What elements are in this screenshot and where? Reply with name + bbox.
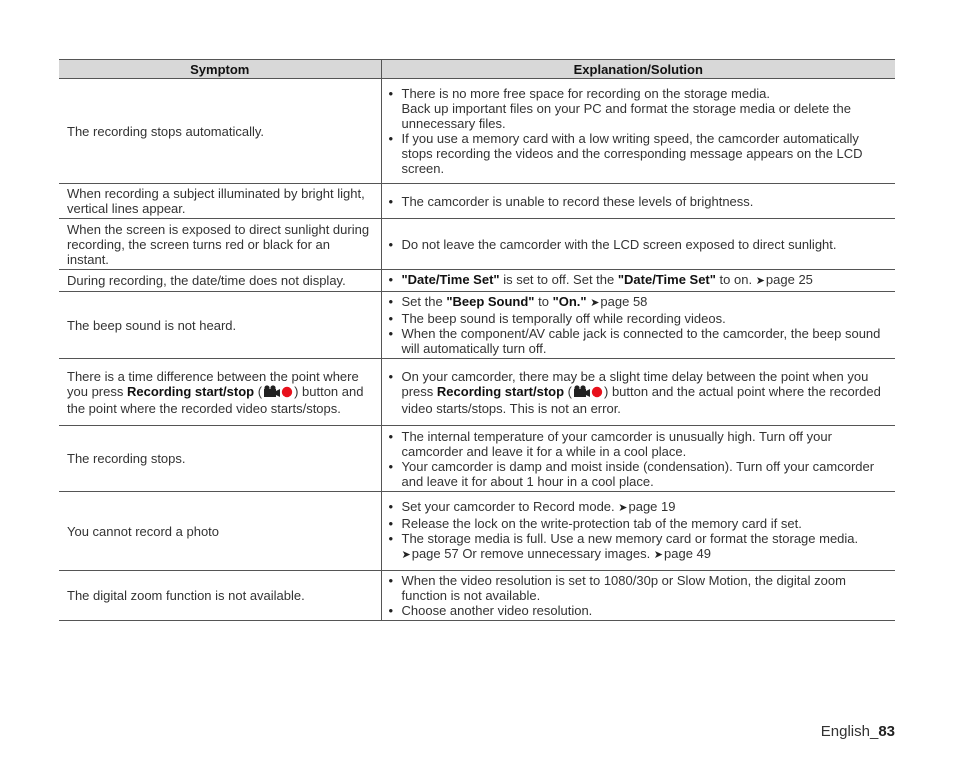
solution-bullet: • The internal temperature of your camcorder is unusually high. Turn off your camcorder and leave it for a while in a cool place. (388, 429, 893, 459)
table-row (59, 79, 895, 184)
page-number: 83 (878, 723, 895, 740)
solution-bullet: • Set the "Beep Sound" to "On." ➤page 58 (388, 294, 893, 311)
solution-cell (381, 184, 895, 219)
symptom-cell: The digital zoom function is not available. (59, 571, 381, 621)
solution-bullet: • The camcorder is unable to record these levels of brightness. (388, 194, 893, 209)
page-reference: page 19 (628, 499, 676, 514)
table-row (59, 219, 895, 270)
solution-cell (381, 571, 895, 621)
page-reference: page 57 Or remove unnecessary images. (411, 546, 654, 561)
symptom-cell: The recording stops. (59, 426, 381, 492)
solution-bullet: • On your camcorder, there may be a slight time delay between the point when you press Recording start/stop ( ) button and the actual point where the recorded video starts/stops. This is not an error. (388, 369, 893, 416)
arrow-right-icon: ➤ (401, 549, 411, 561)
solution-bullet: • When the video resolution is set to 1080/30p or Slow Motion, the digital zoom function is not available. (388, 573, 893, 603)
page-reference: page 49 (664, 546, 712, 561)
solution-cell (381, 292, 895, 359)
symptom-cell: The beep sound is not heard. (59, 292, 381, 359)
troubleshooting-table (59, 59, 895, 621)
solution-cell (381, 359, 895, 426)
footer-language: English_ (820, 723, 879, 740)
arrow-right-icon: ➤ (618, 502, 628, 514)
arrow-right-icon: ➤ (653, 549, 664, 561)
symptom-cell: The recording stops automatically. (59, 79, 381, 184)
solution-bullet: • Your camcorder is damp and moist inside (condensation). Turn off your camcorder and leave it for about 1 hour in a cool place. (388, 459, 893, 489)
symptom-cell: When the screen is exposed to direct sunlight during recording, the screen turns red or black for an instant. (59, 219, 381, 270)
symptom-cell: During recording, the date/time does not display. (59, 270, 381, 292)
solution-bullet: • There is no more free space for recording on the storage media. Back up important files on your PC and format the storage media or delete the unnecessary files. (388, 86, 893, 131)
table-row (59, 184, 895, 219)
solution-bullet: • When the component/AV cable jack is connected to the camcorder, the beep sound will automatically turn off. (388, 326, 893, 356)
solution-bullet: • "Date/Time Set" is set to off. Set the "Date/Time Set" to on. ➤page 25 (388, 272, 893, 289)
record-start-stop-icon (263, 385, 293, 401)
page-reference: page 25 (765, 272, 813, 287)
table-row (59, 571, 895, 621)
solution-bullet: • The beep sound is temporally off while recording videos. (388, 311, 893, 326)
arrow-right-icon: ➤ (590, 297, 600, 309)
solution-bullet: • If you use a memory card with a low writing speed, the camcorder automatically stops recording the videos and the corresponding message appears on the LCD screen. (388, 131, 893, 176)
solution-cell (381, 270, 895, 292)
solution-bullet: • Release the lock on the write-protection tab of the memory card if set. (388, 516, 893, 531)
symptom-cell: When recording a subject illuminated by bright light, vertical lines appear. (59, 184, 381, 219)
solution-cell (381, 219, 895, 270)
solution-cell (381, 426, 895, 492)
symptom-cell: You cannot record a photo (59, 492, 381, 571)
solution-bullet: • Do not leave the camcorder with the LCD screen exposed to direct sunlight. (388, 237, 893, 252)
table-row (59, 492, 895, 571)
solution-header: Explanation/Solution (381, 60, 895, 79)
page-reference: page 58 (600, 294, 648, 309)
solution-bullet: • Set your camcorder to Record mode. ➤page 19 (388, 499, 893, 516)
solution-bullet: • The storage media is full. Use a new memory card or format the storage media. ➤page 57 Or remove unnecessary images. ➤page 49 (388, 531, 893, 563)
solution-cell (381, 79, 895, 184)
symptom-cell: There is a time difference between the point where you press Recording start/stop ( ) button and the point where the recorded video starts/stops. (59, 359, 381, 426)
arrow-right-icon: ➤ (755, 275, 765, 287)
page-footer (821, 723, 895, 740)
solution-bullet: • Choose another video resolution. (388, 603, 893, 618)
table-row (59, 426, 895, 492)
table-row (59, 292, 895, 359)
table-row (59, 270, 895, 292)
symptom-header: Symptom (59, 60, 381, 79)
solution-cell (381, 492, 895, 571)
record-start-stop-icon (573, 385, 603, 401)
table-header-row (59, 60, 895, 79)
table-row (59, 359, 895, 426)
